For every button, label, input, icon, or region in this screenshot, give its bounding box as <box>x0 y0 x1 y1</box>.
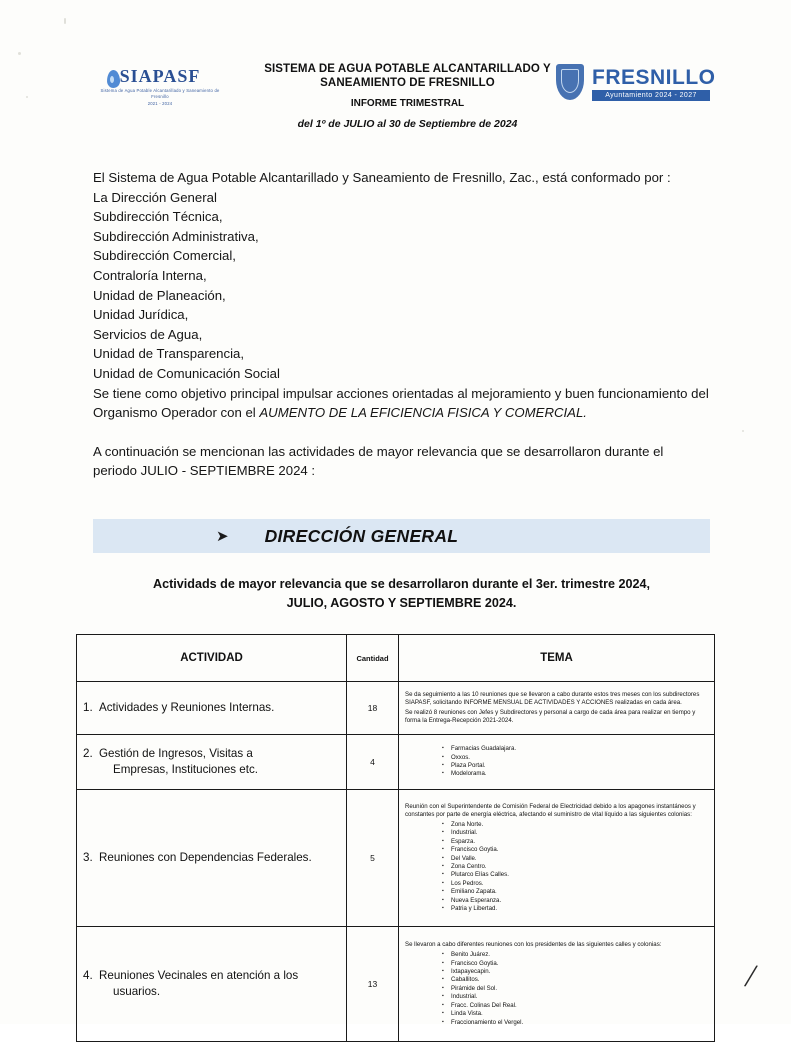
fresnillo-administration-bar: Ayuntamiento 2024 - 2027 <box>592 90 710 101</box>
tema-bullet: ▪ Linda Vista. <box>451 1010 708 1018</box>
tema-bullet: ▪ Caballitos. <box>451 976 708 984</box>
tema-bullet: ▪ Fraccionamiento el Vergel. <box>451 1019 708 1027</box>
document-subtitle: INFORME TRIMESTRAL <box>350 98 465 109</box>
section-subtitle-line1: Actividads de mayor relevancia que se desarrollaron durante el 3er. trimestre 2024, <box>153 577 650 591</box>
activity-label: Reuniones con Dependencias Federales. <box>99 851 312 864</box>
tema-bullet-list <box>405 745 708 779</box>
objective-paragraph <box>93 384 709 423</box>
intro-paragraph-1: El Sistema de Agua Potable Alcantarillado y Saneamiento de Fresnillo, Zac., está conformado por : <box>93 170 671 185</box>
scan-speck <box>742 430 744 432</box>
table-header-row <box>77 635 715 682</box>
cell-cantidad: 5 <box>347 790 399 927</box>
tema-bullet: ▪ Zona Centro. <box>451 863 708 871</box>
fresnillo-logo <box>550 64 715 108</box>
tema-bullet-list <box>405 951 708 1027</box>
unit-item: La Dirección General <box>93 189 217 205</box>
document-title-line1: SISTEMA DE AGUA POTABLE ALCANTARILLADO Y <box>264 63 551 75</box>
activity-label: Actividades y Reuniones Internas. <box>99 701 275 714</box>
table-row <box>77 682 715 735</box>
column-header-cantidad: Cantidad <box>347 635 399 682</box>
intro-text-block <box>93 168 709 481</box>
scan-speck <box>18 52 21 55</box>
intro-paragraph-2: A continuación se mencionan las actividades de mayor relevancia que se desarrollaron durante el periodo JULIO - SEPTIEMBRE 2024 : <box>93 443 664 479</box>
tema-bullet: ▪ Zona Norte. <box>451 821 708 829</box>
scan-speck <box>64 18 66 24</box>
activity-label: Reuniones Vecinales en atención a los <box>99 969 299 982</box>
tema-bullet: ▪ Oxxos. <box>451 754 708 762</box>
unit-item: Servicios de Agua, <box>93 326 203 342</box>
row-number: 3. <box>83 851 93 864</box>
activity-label-cont: usuarios. <box>113 985 161 998</box>
tema-bullet: ▪ Francisco Goytia. <box>451 846 708 854</box>
tema-bullet: ▪ Esparza. <box>451 838 708 846</box>
header-titles <box>235 62 580 130</box>
paragraph-spacer <box>93 423 709 442</box>
tema-bullet: ▪ Del Valle. <box>451 855 708 863</box>
cell-actividad <box>77 927 347 1042</box>
siapasf-logo-years: 2021 - 2024 <box>147 101 173 106</box>
unit-item: Subdirección Administrativa, <box>93 228 259 244</box>
objective-emphasis: AUMENTO DE LA EFICIENCIA FISICA Y COMERCIAL. <box>259 405 587 421</box>
column-header-actividad: ACTIVIDAD <box>77 635 347 682</box>
objective-text: Se tiene como objetivo principal impulsar acciones orientadas al mejoramiento y buen funcionamiento del Organismo Operador con el <box>93 385 709 421</box>
tema-bullet: ▪ Modelorama. <box>451 770 708 778</box>
water-drop-icon <box>107 70 120 88</box>
tema-bullet: ▪ Industrial. <box>451 993 708 1001</box>
unit-item: Unidad de Planeación, <box>93 287 226 303</box>
table-row <box>77 790 715 927</box>
cell-cantidad: 13 <box>347 927 399 1042</box>
cell-actividad <box>77 790 347 927</box>
tema-bullet: ▪ Fracc. Colinas Del Real. <box>451 1002 708 1010</box>
unit-item: Unidad Jurídica, <box>93 307 189 323</box>
shield-icon <box>556 64 584 100</box>
activity-label-cont: Empresas, Instituciones etc. <box>113 763 258 776</box>
column-header-tema: TEMA <box>399 635 715 682</box>
tema-bullet: ▪ Pirámide del Sol. <box>451 985 708 993</box>
unit-item: Unidad de Comunicación Social <box>93 365 280 381</box>
document-period: del 1º de JULIO al 30 de Septiembre de 2024 <box>297 118 518 130</box>
row-number: 1. <box>83 701 93 714</box>
section-title: DIRECCIÓN GENERAL <box>264 525 459 546</box>
document-header <box>95 62 715 134</box>
section-subtitle-line2: JULIO, AGOSTO Y SEPTIEMBRE 2024. <box>286 596 517 610</box>
document-title-line2: SANEAMIENTO DE FRESNILLO <box>320 77 495 89</box>
tema-bullet: ▪ Plutarco Elías Calles. <box>451 871 708 879</box>
tema-paragraph: Se llevaron a cabo diferentes reuniones con los presidentes de las siguientes calles y colonias: <box>405 941 662 949</box>
tema-bullet: ▪ Farmacias Guadalajara. <box>451 745 708 753</box>
tema-bullet: ▪ Patria y Libertad. <box>451 905 708 913</box>
tema-bullet: ▪ Francisco Goytia. <box>451 960 708 968</box>
cell-tema <box>399 927 715 1042</box>
handwritten-mark: / <box>741 957 759 996</box>
cell-actividad <box>77 735 347 790</box>
tema-bullet: ▪ Plaza Portal. <box>451 762 708 770</box>
tema-bullet: ▪ Ixtapayecapin. <box>451 968 708 976</box>
cell-cantidad: 18 <box>347 682 399 735</box>
cell-tema <box>399 682 715 735</box>
unit-item: Subdirección Comercial, <box>93 248 236 264</box>
table-row <box>77 927 715 1042</box>
section-banner <box>93 519 710 553</box>
tema-paragraph: Se realizó 8 reuniones con Jefes y Subdirectores y personal a cargo de cada área para realizar en tiempo y forma la Entrega-Recepción 2021-2024. <box>405 709 696 725</box>
tema-bullet-list <box>405 821 708 913</box>
activity-label: Gestión de Ingresos, Visitas a <box>99 747 253 760</box>
arrow-bullet-icon: ➤ <box>216 528 229 545</box>
row-number: 2. <box>83 747 93 760</box>
unit-item: Contraloría Interna, <box>93 267 207 283</box>
row-number: 4. <box>83 969 93 982</box>
section-subtitle <box>93 575 710 613</box>
tema-bullet: ▪ Benito Juárez. <box>451 951 708 959</box>
cell-tema <box>399 735 715 790</box>
tema-bullet: ▪ Nueva Esperanza. <box>451 897 708 905</box>
activities-table <box>76 634 715 1042</box>
tema-bullet: ▪ Industrial. <box>451 829 708 837</box>
fresnillo-wordmark: FRESNILLO <box>592 66 716 89</box>
siapasf-wordmark: SIAPASF <box>119 66 201 86</box>
cell-actividad <box>77 682 347 735</box>
tema-bullet: ▪ Los Pedros. <box>451 880 708 888</box>
scan-speck <box>26 96 28 98</box>
tema-paragraph: Reunión con el Superintendente de Comisión Federal de Electricidad debido a los apagones instantáneos y constantes por parte de energía eléctrica, afectando el suministro de vital líquido a las siguientes colonias: <box>405 802 696 818</box>
unit-item: Subdirección Técnica, <box>93 209 223 225</box>
cell-cantidad: 4 <box>347 735 399 790</box>
siapasf-logo <box>95 66 225 107</box>
cell-tema <box>399 790 715 927</box>
table-row <box>77 735 715 790</box>
tema-paragraph: Se da seguimiento a las 10 reuniones que se llevaron a cabo durante estos tres meses con los subdirectores SIAPASF, solicitando INFORME MENSUAL DE ACTIVIDADES Y ACCIONES realizadas en cada área. <box>405 690 700 706</box>
unit-item: Unidad de Transparencia, <box>93 346 245 362</box>
tema-bullet: ▪ Emiliano Zapata. <box>451 888 708 896</box>
siapasf-logo-subtitle: Sistema de Agua Potable Alcantarillado y Saneamiento de Fresnillo <box>100 88 220 99</box>
